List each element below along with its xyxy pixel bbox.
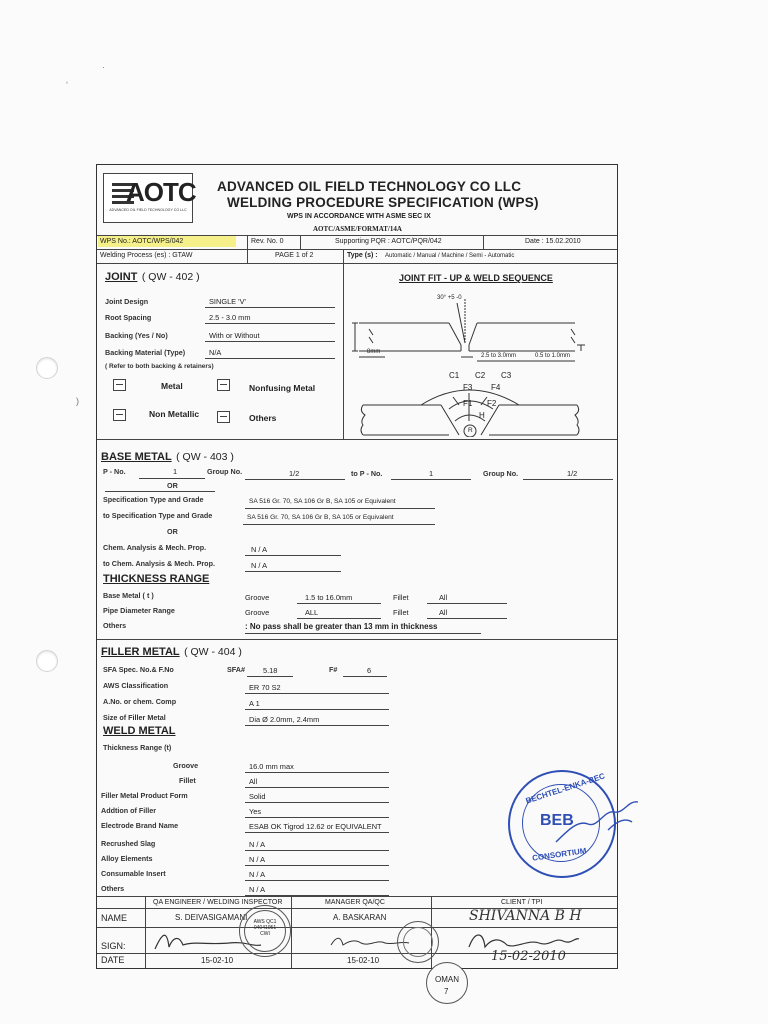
non-metallic-label: Non Metallic: [149, 409, 200, 419]
to-chem-label: to Chem. Analysis & Mech. Prop.: [103, 559, 215, 568]
recrushed-value: N / A: [249, 840, 266, 849]
name-1: S. DEIVASIGAMANI: [175, 913, 248, 922]
type-label: Type (s) :: [347, 252, 378, 259]
name-3: SHIVANNA B H: [469, 908, 582, 924]
oman-label: OMAN: [435, 975, 459, 984]
name-row-label: NAME: [101, 913, 128, 923]
group-no2-label: Group No.: [483, 469, 519, 478]
others-thickness-label: Others: [103, 621, 127, 630]
document-title: WELDING PROCEDURE SPECIFICATION (WPS): [227, 195, 539, 210]
filler-metal-code: ( QW - 404 ): [184, 646, 242, 658]
alloy-label: Alloy Elements: [101, 854, 153, 863]
bevel-angle: 30° +5 -0: [437, 295, 462, 301]
date-1: 15-02-10: [201, 956, 234, 965]
addition-value: Yes: [249, 807, 262, 816]
punch-hole-top: [36, 357, 58, 379]
type-value: Automatic / Manual / Machine / Semi - Automatic: [385, 253, 515, 259]
format-reference: AOTC/ASME/FORMAT/14A: [313, 225, 402, 233]
spec-value: SA 516 Gr. 70, SA 106 Gr B, SA 105 or Equivalent: [249, 498, 396, 505]
aws-label: AWS Classification: [103, 681, 169, 690]
backing-note: ( Refer to both backing & retainers): [105, 363, 214, 370]
f-value: 6: [367, 666, 372, 675]
joint-heading-text: JOINT: [105, 271, 138, 283]
supporting-pqr: Supporting PQR : AOTC/PQR/042: [335, 238, 442, 245]
welding-process: Welding Process (es) : GTAW: [100, 252, 193, 259]
pipe-groove-label: Groove: [245, 608, 270, 617]
date-row-label: DATE: [101, 955, 125, 965]
plate-thickness: 8mm: [367, 349, 381, 355]
punch-hole-bottom: [36, 650, 58, 672]
to-spec-value: SA 516 Gr. 70, SA 106 Gr B, SA 105 or Equivalent: [247, 514, 394, 521]
ano-label: A.No. or chem. Comp: [103, 697, 177, 706]
alloy-value: N / A: [249, 855, 266, 864]
oman-stamp: [426, 962, 468, 1004]
product-form-value: Solid: [249, 792, 266, 801]
document-date: Date : 15.02.2010: [525, 238, 581, 245]
scan-mark: ): [76, 396, 79, 406]
to-p-no-label: to P - No.: [351, 469, 383, 478]
root-gap: 2.5 to 3.0mm: [481, 353, 517, 359]
group-no2-value: 1/2: [567, 469, 578, 478]
beb-ring-text: BECHTEL-ENKA-BEC: [524, 771, 607, 806]
pass-f4: F4: [491, 383, 501, 392]
weld-others-label: Others: [101, 884, 125, 893]
joint-code: ( QW - 402 ): [141, 271, 200, 283]
filler-metal-heading-text: FILLER METAL: [101, 646, 180, 658]
pass-f2: F2: [487, 399, 497, 408]
group-no-label: Group No.: [207, 467, 243, 476]
spec-label: Specification Type and Grade: [103, 495, 204, 504]
others-thickness-value: : No pass shall be greater than 13 mm in thickness: [245, 622, 438, 631]
or-separator-2: OR: [167, 527, 178, 536]
others-label: Others: [249, 413, 277, 423]
consumable-label: Consumable Insert: [101, 869, 166, 878]
group-no-value: 1/2: [289, 469, 300, 478]
backing-material-label: Backing Material (Type): [105, 348, 186, 357]
oman-number: 7: [444, 987, 449, 996]
root-spacing-value: 2.5 - 3.0 mm: [209, 313, 251, 322]
sfa-label: SFA Spec. No.& F.No: [103, 665, 174, 674]
company-logo: [103, 173, 196, 223]
metal-label: Metal: [161, 381, 183, 391]
pass-h: H: [479, 411, 485, 420]
sign-row-label: SIGN:: [101, 941, 126, 951]
aws-value: ER 70 S2: [249, 683, 281, 692]
nonfusing-metal-checkbox[interactable]: [217, 379, 230, 391]
date-3: 15-02-2010: [491, 949, 566, 964]
revision-number: Rev. No. 0: [251, 238, 284, 245]
base-metal-heading: [101, 447, 234, 465]
to-chem-value: N / A: [251, 561, 268, 570]
wps-number: WPS No.: AOTC/WPS/042: [100, 238, 184, 245]
pass-c3: C3: [501, 371, 512, 380]
to-p-no-value: 1: [429, 469, 434, 478]
aws-stamp-text: AWS QC1 04041051 CWI: [253, 919, 277, 937]
base-metal-heading-text: BASE METAL: [101, 451, 172, 463]
root-spacing-label: Root Spacing: [105, 313, 152, 322]
signoff-col1-head: QA ENGINEER / WELDING INSPECTOR: [153, 899, 283, 906]
pass-f1: F1: [463, 399, 473, 408]
sfa-hash: SFA#: [227, 665, 245, 674]
scan-mark: ·: [102, 62, 105, 72]
logo-text: AOTC: [126, 177, 196, 207]
pipe-fillet-label: Fillet: [393, 608, 409, 617]
weld-groove-label: Groove: [173, 761, 199, 770]
recrushed-label: Recrushed Slag: [101, 839, 156, 848]
weld-groove-value: 16.0 mm max: [249, 762, 294, 771]
to-spec-label: to Specification Type and Grade: [103, 511, 213, 520]
size-label: Size of Filler Metal: [103, 713, 166, 722]
others-checkbox[interactable]: [217, 411, 230, 423]
nonfusing-metal-label: Nonfusing Metal: [249, 383, 316, 393]
pass-c1: C1: [449, 371, 460, 380]
electrode-label: Electrode Brand Name: [101, 821, 179, 830]
chem-value: N / A: [251, 545, 268, 554]
chem-label: Chem. Analysis & Mech. Prop.: [103, 543, 207, 552]
logo-subtext: ADVANCED OIL FIELD TECHNOLOGY CO LLC: [109, 208, 187, 212]
weld-sketch-title: JOINT FIT - UP & WELD SEQUENCE: [399, 273, 553, 283]
groove-value: 1.5 to 16.0mm: [305, 593, 353, 602]
or-separator-1: OR: [167, 481, 178, 490]
fillet-label: Fillet: [393, 593, 409, 602]
weld-metal-heading: WELD METAL: [103, 725, 176, 737]
client-signature-over-stamp: [548, 790, 648, 850]
aws-cwi-stamp: [239, 905, 291, 957]
f-hash: F#: [329, 665, 338, 674]
signoff-col3-head: CLIENT / TPI: [501, 899, 543, 906]
page-number: PAGE 1 of 2: [275, 252, 314, 259]
backing-material-value: N/A: [209, 348, 222, 357]
joint-design-label: Joint Design: [105, 297, 149, 306]
p-no-label: P - No.: [103, 467, 126, 476]
beb-bottom-text: CONSORTIUM: [531, 846, 588, 863]
sfa-value: 5.18: [263, 666, 278, 675]
pass-f3: F3: [463, 383, 473, 392]
pipe-groove-value: ALL: [305, 608, 319, 617]
weld-fillet-value: All: [249, 777, 258, 786]
addition-label: Addtion of Filler: [101, 806, 157, 815]
pass-r: R: [468, 427, 473, 434]
filler-metal-heading: [101, 642, 242, 660]
weld-fillet-label: Fillet: [179, 776, 196, 785]
thickness-range-heading: THICKNESS RANGE: [103, 573, 210, 585]
document-subtitle: WPS IN ACCORDANCE WITH ASME SEC IX: [287, 213, 431, 220]
weld-thickness-label: Thickness Range (t): [103, 743, 172, 752]
root-land: 0.5 to 1.0mm: [535, 353, 571, 359]
backing-value: With or Without: [209, 331, 260, 340]
metal-checkbox[interactable]: [113, 379, 126, 391]
consumable-value: N / A: [249, 870, 266, 879]
scan-mark: ‘: [66, 80, 68, 90]
electrode-value: ESAB OK Tigrod 12.62 or EQUIVALENT: [249, 822, 382, 831]
date-2: 15-02-10: [347, 956, 380, 965]
ano-value: A 1: [249, 699, 260, 708]
p-no-value: 1: [173, 467, 178, 476]
base-metal-code: ( QW - 403 ): [176, 451, 234, 463]
pipe-fillet-value: All: [439, 608, 448, 617]
pass-c2: C2: [475, 371, 486, 380]
backing-label: Backing (Yes / No): [105, 331, 168, 340]
beb-center-text: BEB: [540, 812, 574, 829]
name-2: A. BASKARAN: [333, 913, 387, 922]
product-form-label: Filler Metal Product Form: [101, 791, 188, 800]
base-metal-t-label: Base Metal ( t ): [103, 591, 154, 600]
manager-seal: [397, 921, 439, 963]
pipe-dia-label: Pipe Diameter Range: [103, 606, 175, 615]
joint-design-value: SINGLE 'V': [209, 297, 246, 306]
non-metallic-checkbox[interactable]: [113, 409, 126, 421]
size-value: Dia Ø 2.0mm, 2.4mm: [249, 715, 320, 724]
joint-heading: [105, 267, 200, 285]
groove-label: Groove: [245, 593, 270, 602]
fillet-value: All: [439, 593, 448, 602]
company-name: ADVANCED OIL FIELD TECHNOLOGY CO LLC: [217, 179, 522, 194]
signoff-col2-head: MANAGER QA/QC: [325, 899, 385, 906]
weld-others-value: N / A: [249, 885, 266, 894]
